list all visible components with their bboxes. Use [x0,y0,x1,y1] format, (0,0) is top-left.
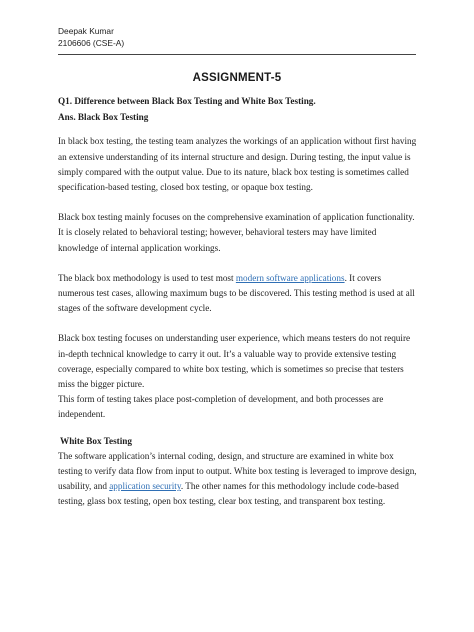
document-body [58,94,418,510]
white-box-text-before: The software application’s internal coding, design, and structure are examined in white box testing to verify data flow from input to output. White box testing is leveraged to improve design, usability, and [58,450,417,492]
question-heading: Q1. Difference between Black Box Testing and White Box Testing. [58,96,316,106]
author-header [58,26,124,49]
black-box-paragraph-4: Black box testing focuses on understanding user experience, which means testers do not require in-depth technical knowledge to carry it out. It’s a valuable way to provide extensive testing coverage, especially compared to white box testing, which is sometimes so precise that testers miss the bigger picture. [58,333,411,390]
paragraph-3-text-before: The black box methodology is used to test most [58,272,236,283]
answer-heading: Ans. Black Box Testing [58,112,149,123]
assignment-title: ASSIGNMENT-5 [192,72,282,84]
black-box-paragraph-1: In black box testing, the testing team analyzes the workings of an application without first having an extensive understanding of its internal structure and design. During testing, the input value is simply compared with the output value. Due to its nature, black box testing is sometimes called specification-based testing, closed box testing, or opaque box testing. [58,136,417,193]
application-security-link[interactable]: application security [109,481,181,492]
roll-number: 2106606 (CSE-A) [58,37,125,48]
white-box-heading: White Box Testing [60,435,132,446]
black-box-paragraph-3 [58,271,418,317]
black-box-paragraph-2: Black box testing mainly focuses on the comprehensive examination of application functionality. It is closely related to behavioral testing; however, behavioral testers may have limited knowledge of internal application workings. [58,212,415,253]
modern-software-applications-link[interactable]: modern software applications [235,272,345,283]
white-box-text-after: . The other names for this methodology include code-based testing, glass box testing, open box testing, clear box testing, and transparent box testing. [58,481,399,507]
header-divider [58,54,416,55]
author-name: Deepak Kumar [58,26,114,36]
white-box-paragraph-1 [58,449,418,510]
paragraph-3-text-after: . It covers numerous test cases, allowing maximum bugs to be discovered. This testing method is used at all stages of the software development cycle. [58,272,415,314]
black-box-paragraph-5: This form of testing takes place post-completion of development, and both processes are independent. [58,394,384,420]
